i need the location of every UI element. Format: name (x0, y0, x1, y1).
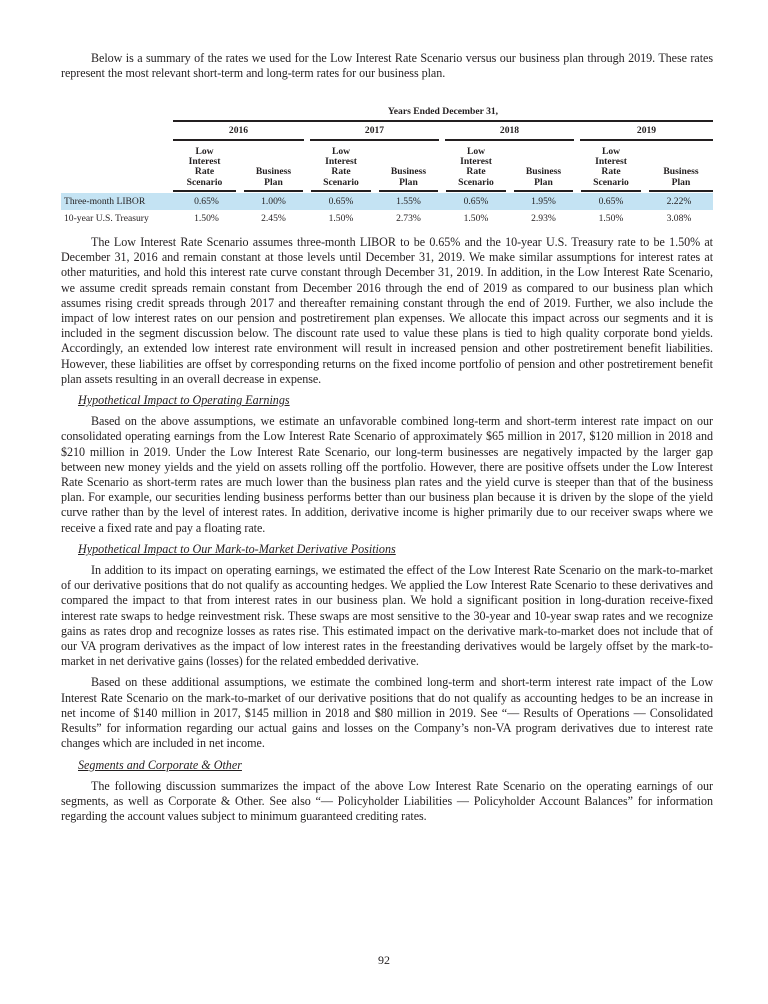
rates-table (61, 106, 713, 227)
scenario-assumptions-paragraph: The Low Interest Rate Scenario assumes three-month LIBOR to be 0.65% and the 10-year U.S. Treasury rate to be 1.50% at December 31, 2016 and remain constant at those levels until December 31, 2019. We make similar assumptions for interest rates at other maturities, and hold this interest rate curve constant through December 31, 2019. In addition, in the Low Interest Rate Scenario, we assume credit spreads remain constant from December 2016 through the end of 2019 as compared to our business plan which assumes rising credit spreads through 2017 and thereafter remaining constant through the end of 2019. Further, we also include the impact of low interest rates on our pension and postretirement plan expenses. We allocate this impact across our segments and it is included in the segment discussion below. The discount rate used to value these plans is tied to high quality corporate bond yields. Accordingly, an extended low interest rate environment will result in increased pension and other postretirement benefit liabilities. However, these liabilities are offset by corresponding returns on the fixed income portfolio of pension and other postretirement benefit plan assets resulting in an overall decrease in expense. (61, 235, 713, 386)
col-header-scenario-2018: Low Interest Rate Scenario (442, 144, 510, 193)
cell-value: 1.95% (510, 193, 577, 210)
cell-value: 0.65% (577, 193, 645, 210)
table-row-libor (61, 193, 713, 210)
derivative-paragraph-1: In addition to its impact on operating earnings, we estimated the effect of the Low Interest Rate Scenario on the mark-to-market of our derivative positions that do not qualify as accounting hedges. We applied the Low Interest Rate Scenario to these derivatives and compared the impact to that from interest rates in our business plan. We hold a significant position in long-duration receive-fixed interest rate swaps to hedge reinvestment risk. These swaps are most sensitive to the 30-year and 10-year swap rates and we recognize gains as rates drop and recognize losses as rates rise. This estimated impact on the derivative mark-to-market does not include that of our VA program derivatives as the impact of low interest rates in the freestanding derivatives would be largely offset by the mark-to-market in net derivative gains (losses) for the related embedded derivative. (61, 563, 713, 669)
segments-paragraph: The following discussion summarizes the impact of the above Low Interest Rate Scenario on the operating earnings of our segments, as well as Corporate & Other. See also “— Policyholder Liabilities — Policyholder Account Balances” for information regarding the account values subject to minimum guaranteed crediting rates. (61, 778, 713, 824)
year-header-row (61, 122, 713, 144)
cell-value: 1.50% (194, 212, 219, 224)
year-header-2016: 2016 (173, 125, 304, 141)
cell-value: 2.45% (261, 212, 286, 224)
page-number: 92 (378, 953, 390, 967)
cell-value: 1.55% (375, 193, 442, 210)
cell-value: 0.65% (173, 193, 240, 210)
table-row-treasury (61, 210, 713, 227)
col-header-scenario-2017: Low Interest Rate Scenario (307, 144, 375, 193)
cell-value: 1.50% (598, 212, 624, 224)
operating-earnings-paragraph: Based on the above assumptions, we estimate an unfavorable combined long-term and short-term interest rate impact on our consolidated operating earnings from the Low Interest Rate Scenario of approximately $65 million in 2017, $120 million in 2018 and $210 million in 2019. Under the Low Interest Rate Scenario, our long-term businesses are negatively impacted by the larger gap between new money yields and the yield on assets rolling off the portfolio. However, there are positive offsets under the Low Interest Rate Scenario as short-term rates are much lower than the business plan rates and the yield curve is steeper than that of the business plan. For example, our securities lending business performs better than our business plan because it is driven by the slope of the yield curve rather than by the level of interest rates. In addition, derivative income is higher primarily due to our receiver swaps where we receive a fixed rate and pay a floating rate. (61, 414, 713, 535)
table-title: Years Ended December 31, (173, 106, 713, 122)
cell-value: 2.93% (531, 212, 556, 224)
cell-value: 1.50% (463, 212, 489, 224)
column-header-row (61, 144, 713, 193)
table-title-row (61, 106, 713, 122)
col-header-scenario-2016: Low Interest Rate Scenario (173, 144, 240, 193)
row-label: 10-year U.S. Treasury (64, 212, 149, 224)
year-header-2019: 2019 (580, 125, 713, 141)
intro-paragraph: Below is a summary of the rates we used for the Low Interest Rate Scenario versus our business plan through 2019. These rates represent the most relevant short-term and long-term rates for our business plan. (61, 51, 713, 81)
body-text (61, 235, 713, 824)
section-heading-derivative-positions: Hypothetical Impact to Our Mark-to-Market Derivative Positions (78, 541, 396, 556)
cell-value: 3.08% (666, 212, 692, 224)
section-heading-segments: Segments and Corporate & Other (78, 757, 242, 772)
row-label: Three-month LIBOR (61, 193, 173, 210)
year-header-2018: 2018 (445, 125, 574, 141)
cell-value: 2.73% (396, 212, 421, 224)
col-header-plan-2016: Business Plan (240, 144, 307, 193)
cell-value: 1.50% (328, 212, 354, 224)
col-header-plan-2018: Business Plan (510, 144, 577, 193)
section-heading-operating-earnings: Hypothetical Impact to Operating Earnings (78, 393, 290, 408)
cell-value: 2.22% (645, 193, 713, 210)
derivative-paragraph-2: Based on these additional assumptions, we estimate the combined long-term and short-term interest rate impact of the Low Interest Rate Scenario on the mark-to-market of our derivative positions that do not qualify as accounting hedges to be an increase in net income of $140 million in 2017, $145 million in 2018 and $80 million in 2019. See “— Results of Operations — Consolidated Results” for information regarding our actual gains and losses on the Company’s non-VA program derivatives due to interest rate changes which are included in net income. (61, 675, 713, 751)
cell-value: 0.65% (442, 193, 510, 210)
col-header-scenario-2019: Low Interest Rate Scenario (577, 144, 645, 193)
cell-value: 1.00% (240, 193, 307, 210)
cell-value: 0.65% (307, 193, 375, 210)
col-header-plan-2019: Business Plan (645, 144, 713, 193)
col-header-plan-2017: Business Plan (375, 144, 442, 193)
year-header-2017: 2017 (310, 125, 439, 141)
